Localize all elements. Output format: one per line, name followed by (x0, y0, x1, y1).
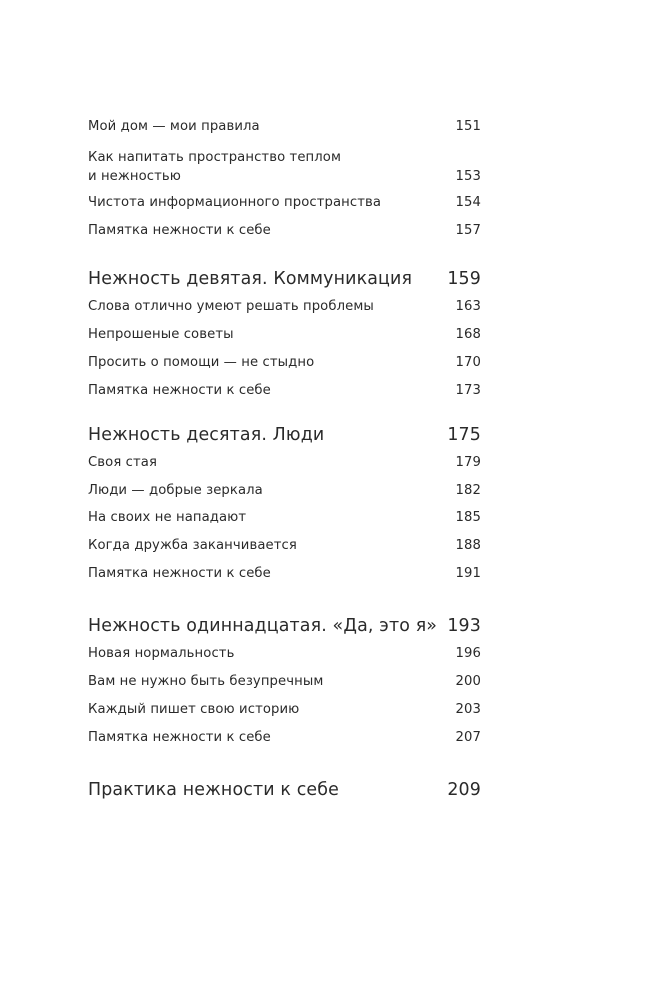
toc-entry-title: Каждый пишет свою историю (88, 702, 300, 717)
toc-chapter (88, 615, 481, 637)
toc-chapter-title: Нежность десятая. Люди (88, 425, 325, 445)
toc-entry-title: Просить о помощи — не стыдно (88, 355, 315, 370)
toc-entry (88, 537, 481, 555)
toc-entry-title: Чистота информационного пространства (88, 195, 382, 210)
toc-entry-title: Своя стая (88, 455, 158, 470)
toc-entry (88, 509, 481, 527)
toc-entry-page: 196 (455, 646, 481, 661)
toc-chapter-page: 209 (447, 780, 481, 800)
toc-entry-title: Памятка нежности к себе (88, 383, 271, 398)
toc-chapter-title: Нежность одиннадцатая. «Да, это я» (88, 616, 438, 636)
toc-entry-page: 163 (455, 299, 481, 314)
toc-entry (88, 382, 481, 400)
toc-chapter-title: Практика нежности к себе (88, 780, 339, 800)
toc-entry-page: 151 (455, 119, 481, 134)
toc-entry-page: 153 (455, 169, 481, 184)
toc-entry (88, 454, 481, 472)
toc-entry (88, 194, 481, 212)
toc-chapter (88, 779, 481, 801)
toc-entry-title: Когда дружба заканчивается (88, 538, 297, 553)
toc-entry-page: 200 (455, 674, 481, 689)
toc-chapter-title: Нежность девятая. Коммуникация (88, 269, 413, 289)
toc-entry (88, 701, 481, 719)
toc-entry-page: 188 (455, 538, 481, 553)
toc-entry-page: 154 (455, 195, 481, 210)
toc-entry (88, 354, 481, 372)
toc-entry (88, 565, 481, 583)
toc-chapter-page: 193 (447, 616, 481, 636)
toc-entry (88, 729, 481, 747)
toc-entry-title: Непрошеные советы (88, 327, 234, 342)
toc-entry-page: 170 (455, 355, 481, 370)
toc-entry (88, 673, 481, 691)
toc-entry-title: Вам не нужно быть безупречным (88, 674, 324, 689)
toc-entry (88, 298, 481, 316)
toc-chapter (88, 268, 481, 290)
toc-entry-page: 179 (455, 455, 481, 470)
toc-entry-title: Памятка нежности к себе (88, 730, 271, 745)
toc-entry-title: Новая нормальность (88, 646, 235, 661)
toc-entry (88, 645, 481, 663)
toc-entry-title: Памятка нежности к себе (88, 223, 271, 238)
toc-entry-page: 207 (455, 730, 481, 745)
toc-chapter-page: 175 (447, 425, 481, 445)
toc-entry (88, 326, 481, 344)
toc-entry (88, 148, 481, 186)
toc-chapter (88, 424, 481, 446)
toc-entry-page: 157 (455, 223, 481, 238)
toc-entry-title: Памятка нежности к себе (88, 566, 271, 581)
toc-entry-page: 168 (455, 327, 481, 342)
toc-entry-page: 203 (455, 702, 481, 717)
toc-entry-page: 173 (455, 383, 481, 398)
toc-entry (88, 222, 481, 240)
toc-entry-title: Люди — добрые зеркала (88, 483, 263, 498)
toc-entry-page: 182 (455, 483, 481, 498)
toc-entry-title: На своих не нападают (88, 510, 247, 525)
toc-entry (88, 482, 481, 500)
toc-entry-page: 185 (455, 510, 481, 525)
toc-entry-title: Мой дом — мои правила (88, 119, 260, 134)
toc-entry (88, 118, 481, 136)
toc-entry-page: 191 (455, 566, 481, 581)
toc-entry-title: Слова отлично умеют решать проблемы (88, 299, 374, 314)
toc-entry-title: Как напитать пространство теплом и нежностью (88, 150, 342, 184)
toc-chapter-page: 159 (447, 269, 481, 289)
